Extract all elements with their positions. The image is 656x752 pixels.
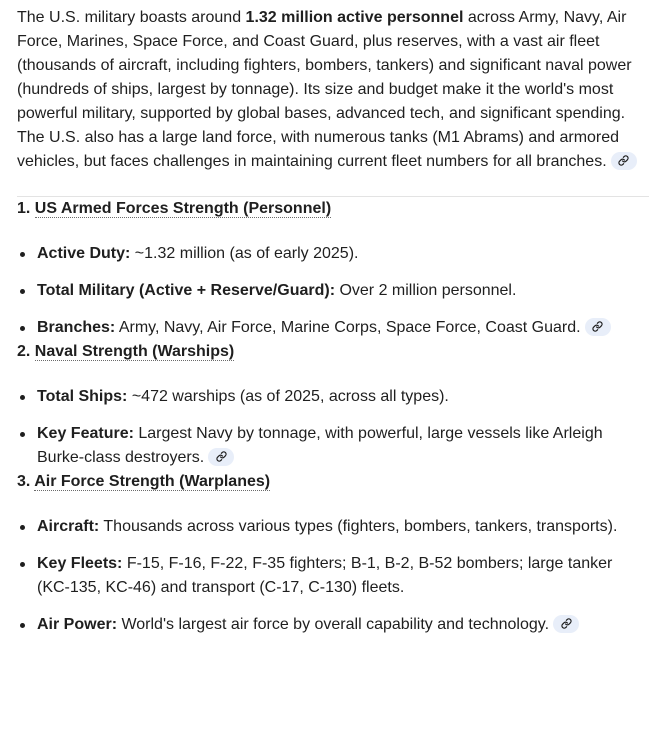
item-text: F-15, F-16, F-22, F-35 fighters; B-1, B-2, B-52 bombers; large tanker (KC-135, KC-46) and transport (C-17, C-130) fleets.	[37, 555, 613, 596]
intro-highlight: 1.32 million active personnel	[245, 9, 464, 26]
air-force-list	[17, 515, 639, 637]
section-number: 3.	[17, 473, 31, 490]
item-text: ~1.32 million (as of early 2025).	[130, 245, 359, 262]
link-icon	[561, 618, 572, 629]
section-heading-personnel	[17, 197, 639, 221]
source-link-chip[interactable]	[208, 448, 234, 466]
personnel-list	[17, 242, 639, 340]
intro-text-before: The U.S. military boasts around	[17, 9, 246, 26]
item-label: Aircraft:	[37, 518, 100, 535]
item-text: Army, Navy, Air Force, Marine Corps, Space Force, Coast Guard.	[115, 319, 581, 336]
list-item	[17, 242, 639, 266]
item-label: Air Power:	[37, 616, 118, 633]
source-link-chip[interactable]	[585, 318, 611, 336]
item-text: Thousands across various types (fighters, bombers, tankers, transports).	[99, 518, 618, 535]
intro-paragraph	[17, 6, 639, 174]
item-label: Active Duty:	[37, 245, 131, 262]
link-icon	[618, 155, 629, 166]
item-text: Largest Navy by tonnage, with powerful, large vessels like Arleigh Burke-class destroyers.	[37, 425, 603, 466]
section-heading-naval	[17, 340, 639, 364]
intro-text-after: across Army, Navy, Air Force, Marines, Space Force, and Coast Guard, plus reserves, with a vast air fleet (thousands of aircraft, including fighters, bombers, tankers) and significant naval power (hundreds of ships, largest by tonnage). Its size and budget make it the world's most powerful military, supported by global bases, advanced tech, and significant spending. The U.S. also has a large land force, with numerous tanks (M1 Abrams) and armored vehicles, but faces challenges in maintaining current fleet numbers for all branches.	[17, 9, 632, 170]
item-label: Branches:	[37, 319, 116, 336]
source-link-chip[interactable]	[553, 615, 579, 633]
item-text: Over 2 million personnel.	[335, 282, 517, 299]
item-label: Key Fleets:	[37, 555, 123, 572]
item-text: ~472 warships (as of 2025, across all types).	[127, 388, 449, 405]
source-link-chip[interactable]	[611, 152, 637, 170]
list-item	[17, 422, 639, 470]
section-number: 2.	[17, 343, 31, 360]
section-title[interactable]: Naval Strength (Warships)	[34, 343, 235, 360]
section-number: 1.	[17, 200, 31, 217]
list-item	[17, 316, 639, 340]
list-item	[17, 385, 639, 409]
link-icon	[592, 321, 603, 332]
list-item	[17, 279, 639, 303]
link-icon	[216, 451, 227, 462]
item-text: World's largest air force by overall capability and technology.	[117, 616, 550, 633]
list-item	[17, 552, 639, 600]
section-title[interactable]: US Armed Forces Strength (Personnel)	[34, 200, 332, 217]
item-label: Total Ships:	[37, 388, 128, 405]
naval-list	[17, 385, 639, 470]
list-item	[17, 515, 639, 539]
section-heading-air-force	[17, 470, 639, 494]
item-label: Key Feature:	[37, 425, 134, 442]
list-item	[17, 613, 639, 637]
section-title[interactable]: Air Force Strength (Warplanes)	[34, 473, 271, 490]
item-label: Total Military (Active + Reserve/Guard):	[37, 282, 336, 299]
